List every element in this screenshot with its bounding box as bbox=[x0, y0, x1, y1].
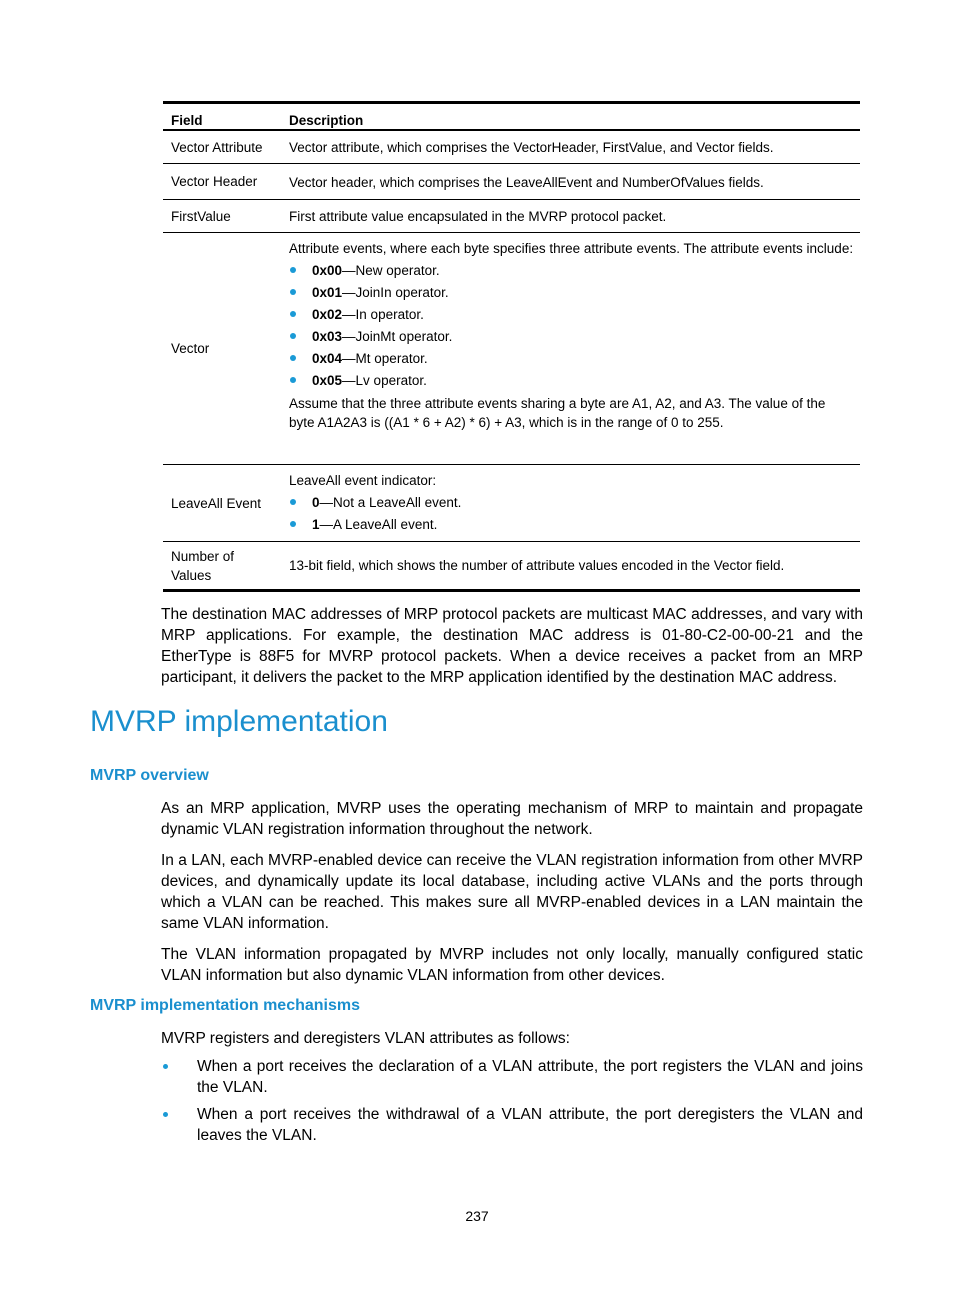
description-cell bbox=[289, 465, 860, 541]
code-text: —Not a LeaveAll event. bbox=[319, 495, 462, 510]
list-item bbox=[289, 305, 854, 324]
field-cell: Vector Attribute bbox=[171, 139, 263, 155]
list-item bbox=[161, 1056, 863, 1098]
table-row bbox=[163, 465, 860, 542]
header-description: Description bbox=[289, 113, 364, 128]
description-cell: 13-bit field, which shows the number of attribute values encoded in the Vector field. bbox=[289, 558, 785, 573]
table-row bbox=[163, 164, 860, 200]
code-value: 0x03 bbox=[312, 329, 343, 344]
code-text: —In operator. bbox=[342, 307, 424, 322]
list-item bbox=[161, 1104, 863, 1146]
bullet-text: When a port receives the withdrawal of a VLAN attribute, the port deregisters the VLAN and leaves the VLAN. bbox=[197, 1106, 863, 1144]
description-cell: Vector attribute, which comprises the VectorHeader, FirstValue, and Vector fields. bbox=[289, 140, 774, 155]
code-value: 0x00 bbox=[312, 263, 343, 278]
list-item bbox=[289, 371, 854, 390]
leaveall-intro: LeaveAll event indicator: bbox=[289, 473, 437, 488]
code-value: 0x02 bbox=[312, 307, 343, 322]
code-text: —Mt operator. bbox=[342, 351, 428, 366]
field-description-table bbox=[163, 101, 860, 592]
code-text: —JoinIn operator. bbox=[342, 285, 449, 300]
page-number: 237 bbox=[465, 1208, 489, 1224]
overview-paragraph-1: As an MRP application, MVRP uses the operating mechanism of MRP to maintain and propagate dynamic VLAN registration information throughout the network. bbox=[161, 800, 863, 838]
table-row bbox=[163, 542, 860, 589]
bullet-icon bbox=[161, 1056, 197, 1098]
vector-outro: Assume that the three attribute events sharing a byte are A1, A2, and A3. The value of the byte A1A2A3 is ((A1 * 6 + A2) * 6) + A3, which is in the range of 0 to 255. bbox=[289, 396, 826, 430]
bullet-icon bbox=[161, 1104, 197, 1146]
code-text: —JoinMt operator. bbox=[342, 329, 453, 344]
list-item bbox=[289, 349, 854, 368]
field-cell: FirstValue bbox=[171, 208, 231, 224]
table-row bbox=[163, 200, 860, 233]
code-value: 0x01 bbox=[312, 285, 343, 300]
code-text: —A LeaveAll event. bbox=[319, 517, 438, 532]
description-cell: Vector header, which comprises the LeaveAllEvent and NumberOfValues fields. bbox=[289, 175, 764, 190]
table-row bbox=[163, 233, 860, 465]
code-text: —New operator. bbox=[342, 263, 440, 278]
list-item bbox=[289, 515, 854, 534]
field-cell: Vector Header bbox=[171, 174, 258, 189]
overview-paragraph-2: In a LAN, each MVRP-enabled device can receive the VLAN registration information from other MVRP devices, and dynamically update its local database, including active VLANs and the ports through which a VLAN can be reached. This makes sure all MVRP-enabled devices in a LAN maintain the same VLAN information. bbox=[161, 852, 863, 932]
code-value: 1 bbox=[312, 517, 320, 532]
list-item bbox=[289, 327, 854, 346]
section-title: MVRP implementation bbox=[90, 705, 388, 738]
vector-intro: Attribute events, where each byte specifies three attribute events. The attribute events include: bbox=[289, 241, 854, 256]
code-value: 0x05 bbox=[312, 373, 343, 388]
field-cell: Number of Values bbox=[171, 548, 235, 583]
table-header bbox=[163, 104, 860, 131]
table-row bbox=[163, 131, 860, 164]
bullet-text: When a port receives the declaration of a VLAN attribute, the port registers the VLAN and joins the VLAN. bbox=[197, 1058, 863, 1096]
mechanisms-intro: MVRP registers and deregisters VLAN attributes as follows: bbox=[161, 1030, 570, 1047]
list-item bbox=[289, 493, 854, 512]
description-cell: First attribute value encapsulated in the MVRP protocol packet. bbox=[289, 209, 667, 224]
description-cell bbox=[289, 233, 860, 464]
code-value: 0 bbox=[312, 495, 320, 510]
overview-paragraph-3: The VLAN information propagated by MVRP includes not only locally, manually configured static VLAN information but also dynamic VLAN information from other devices. bbox=[161, 946, 863, 984]
field-cell: Vector bbox=[171, 341, 210, 356]
code-text: —Lv operator. bbox=[342, 373, 427, 388]
overview-title: MVRP overview bbox=[90, 767, 209, 784]
list-item bbox=[289, 261, 854, 280]
field-cell: LeaveAll Event bbox=[171, 495, 262, 511]
list-item bbox=[289, 283, 854, 302]
header-field: Field bbox=[171, 113, 203, 128]
code-value: 0x04 bbox=[312, 351, 343, 366]
intro-paragraph: The destination MAC addresses of MRP protocol packets are multicast MAC addresses, and vary with MRP applications. For example, the destination MAC address is 01-80-C2-00-00-21 and the EtherType is 88F5 for MVRP protocol packets. When a device receives a packet from an MRP participant, it delivers the packet to the MRP application identified by the destination MAC address. bbox=[161, 606, 863, 686]
mechanisms-title: MVRP implementation mechanisms bbox=[90, 997, 360, 1014]
